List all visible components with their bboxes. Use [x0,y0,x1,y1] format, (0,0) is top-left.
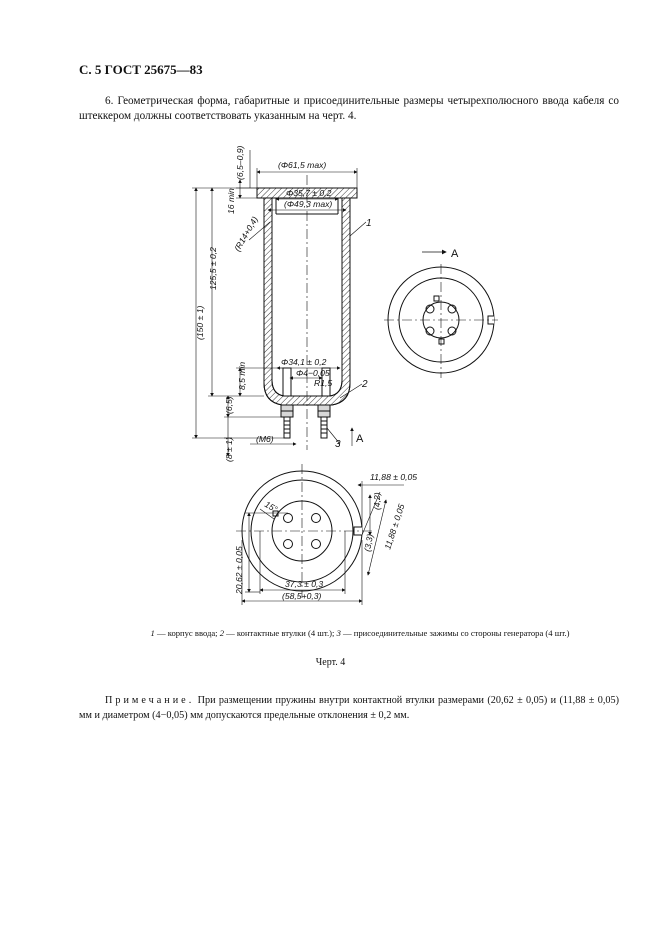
dim-top-overall-diameter: (Φ61,5 max) [278,160,327,170]
dim-3-3: (3,3) [362,533,376,553]
dim-angle-15: 15° [263,499,280,515]
dim-flange-top-height: (6,5–0,9) [235,145,245,180]
dim-total-height: (150 ± 1) [195,305,205,340]
dim-11-88-top: 11,88 ± 0,05 [370,472,418,482]
dim-58-5: (58,5+0,3) [282,591,322,601]
dim-flange-min-height: 16 min [226,188,236,214]
caption-text-2: — контактные втулки (4 шт.); [224,628,337,638]
dim-6-5: (6,5) [224,396,234,414]
caption-text-1: — корпус ввода; [154,628,220,638]
dim-inner-top-diameter: Φ35,7 ± 0,2 [286,188,332,198]
note-text: При размещении пружины внутри контактной втулки размерами (20,62 ± 0,05) и (11,88 ± 0,05) мм и диаметром (4−0,05) мм допускаются предельные отклонения ± 0,2 мм. [79,695,619,721]
side-section-view [257,175,357,450]
dim-thread-m6: (M6) [256,434,274,444]
page-header: С. 5 ГОСТ 25675—83 [79,62,203,77]
figure-label: Черт. 4 [315,657,346,668]
caption-text-3: — присоединительные зажимы со стороны генератора (4 шт.) [340,628,570,638]
item-6-text: 6. Геометрическая форма, габаритные и присоединительные размеры четырехполюсного ввода кабеля со штеккером должны соответствовать указанным на черт. 4. [79,95,619,122]
caption-num-2: 2 [219,628,225,638]
dim-20-62: 20,62 ± 0,05 [234,546,244,594]
caption-num-1: 1 [150,628,155,638]
dim-8-5-min: 8,5 min [237,361,247,390]
dim-pin-diameter: Φ4−0,05 [296,368,330,378]
dim-11-88-diagonal: 11,88 ± 0,05 [382,502,407,551]
label-1-body: 1 [366,218,372,229]
note-lead: Примечание. [105,695,195,706]
bottom-view-circle [236,464,372,598]
caption-num-3: 3 [336,628,341,638]
dim-radius-1-5: R1,5 [314,378,333,388]
dim-inner-bottom-diameter: Φ34,1 ± 0,2 [281,357,327,367]
label-view-a-bottom: A [356,433,364,445]
label-3-clamps: 3 [335,439,341,450]
dim-radius-14: (R14+0,4) [232,214,260,253]
dim-8-height: (8 ± 1) [224,437,234,462]
label-2-bushings: 2 [362,379,368,390]
note-paragraph [79,693,619,723]
figure-caption [150,627,570,639]
dim-main-height: 125,5 ± 0,2 [208,247,218,290]
label-view-a-top: A [451,248,459,260]
view-a-circle [384,252,498,378]
dim-37-3: 37,3 ± 0,3 [285,579,324,589]
dim-4-2: (4,2) [372,492,382,510]
dim-flange-diameter: (Φ49,3 max) [284,199,333,209]
